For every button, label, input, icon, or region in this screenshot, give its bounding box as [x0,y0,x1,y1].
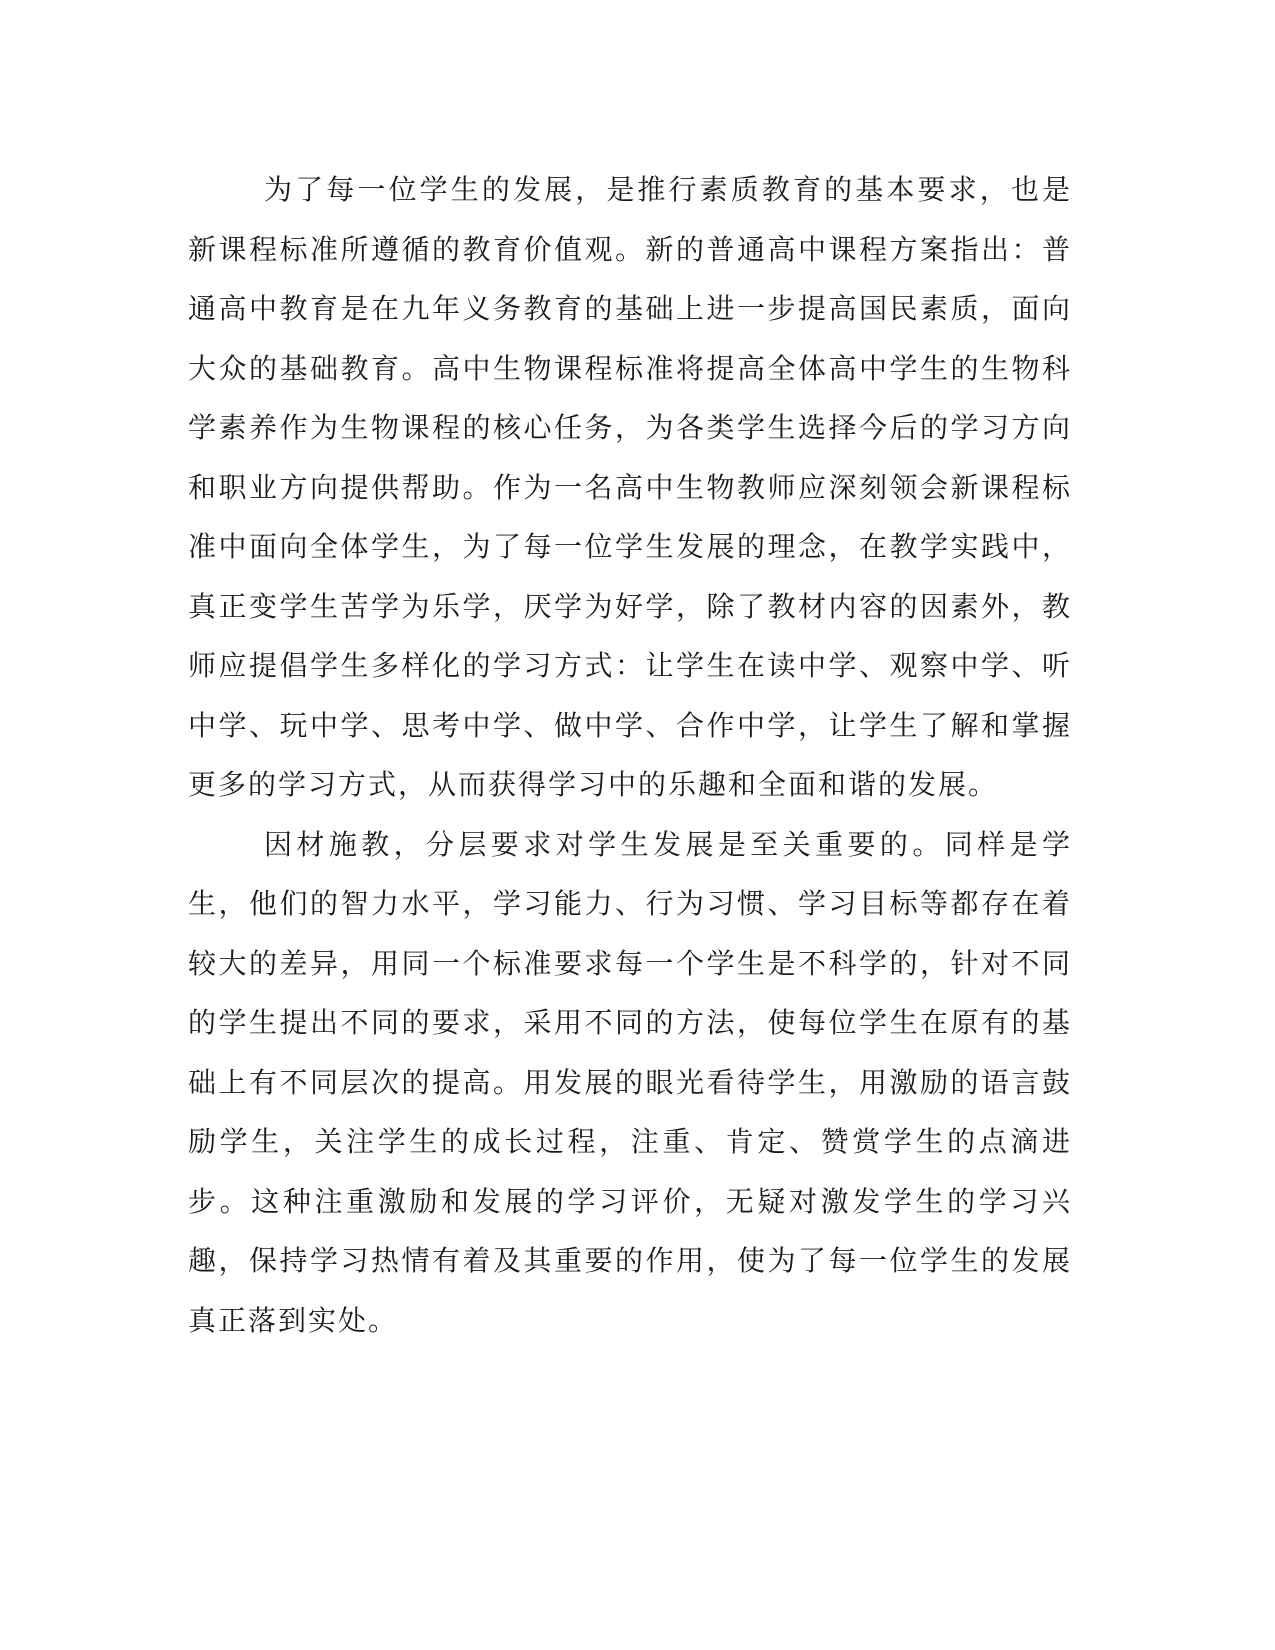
document-body [188,160,1072,1350]
paragraph-2: 因材施教，分层要求对学生发展是至关重要的。同样是学生，他们的智力水平，学习能力、行为习惯、学习目标等都存在着较大的差异，用同一个标准要求每一个学生是不科学的，针对不同的学生提出不同的要求，采用不同的方法，使每位学生在原有的基础上有不同层次的提高。用发展的眼光看待学生，用激励的语言鼓励学生，关注学生的成长过程，注重、肯定、赞赏学生的点滴进步。这种注重激励和发展的学习评价，无疑对激发学生的学习兴趣，保持学习热情有着及其重要的作用，使为了每一位学生的发展真正落到实处。 [188,827,1072,1337]
paragraph-1: 为了每一位学生的发展，是推行素质教育的基本要求，也是新课程标准所遵循的教育价值观。新的普通高中课程方案指出：普通高中教育是在九年义务教育的基础上进一步提高国民素质，面向大众的基础教育。高中生物课程标准将提高全体高中学生的生物科学素养作为生物课程的核心任务，为各类学生选择今后的学习方向和职业方向提供帮助。作为一名高中生物教师应深刻领会新课程标准中面向全体学生，为了每一位学生发展的理念，在教学实践中，真正变学生苦学为乐学，厌学为好学，除了教材内容的因素外，教师应提倡学生多样化的学习方式：让学生在读中学、观察中学、听中学、玩中学、思考中学、做中学、合作中学，让学生了解和掌握更多的学习方式，从而获得学习中的乐趣和全面和谐的发展。 [188,173,1072,801]
